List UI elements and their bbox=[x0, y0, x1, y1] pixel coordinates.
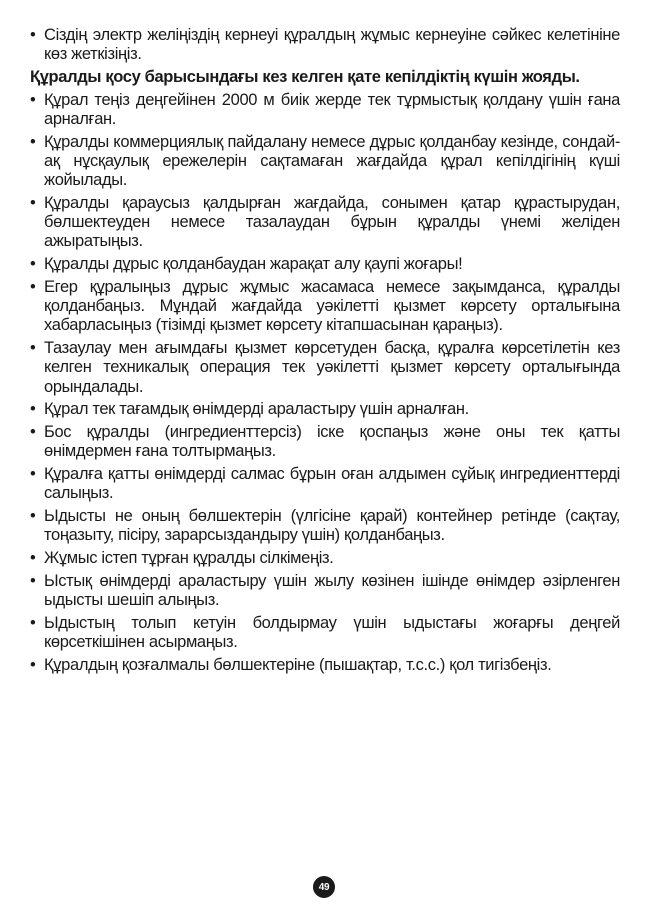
bullet-icon: • bbox=[30, 339, 36, 358]
safety-list bbox=[30, 91, 620, 675]
bullet-icon: • bbox=[30, 423, 36, 442]
list-item bbox=[30, 549, 620, 568]
list-item bbox=[30, 26, 620, 64]
list-item-text: Ыдыстың толып кетуін болдырмау үшін ыдыстағы жоғарғы деңгей көрсеткішінен асырмаңыз. bbox=[44, 614, 620, 652]
list-item bbox=[30, 278, 620, 336]
bullet-icon: • bbox=[30, 465, 36, 484]
bullet-icon: • bbox=[30, 194, 36, 212]
bullet-icon: • bbox=[30, 656, 36, 674]
list-item-text: Құралды қараусыз қалдырған жағдайда, сонымен қатар құрастырудан, бөлшектеуден немесе тазалаудан бұрын құралды үнемі желіден ажыратыңыз. bbox=[44, 194, 620, 251]
bullet-icon: • bbox=[30, 572, 36, 590]
list-item-text: Ыстық өнімдерді араластыру үшін жылу көзінен ішінде өнімдер әзірленген ыдысты шешіп алыңыз. bbox=[44, 572, 620, 610]
list-item-text: Құралға қатты өнімдерді салмас бұрын оған алдымен сұйық ингредиенттерді салыңыз. bbox=[44, 465, 620, 503]
list-item-text: Құрал тек тағамдық өнімдерді араластыру үшін арналған. bbox=[44, 400, 469, 419]
bullet-icon: • bbox=[30, 90, 36, 109]
list-item-text: Тазаулау мен ағымдағы қызмет көрсетуден басқа, құралға көрсетілетін кез келген техникалық операция тек уәкілетті қызмет көрсету орталығында орындалады. bbox=[44, 339, 620, 396]
document-page bbox=[30, 26, 620, 679]
list-item-text: Құрал теңіз деңгейінен 2000 м биік жерде тек тұрмыстық қолдану үшін ғана арналған. bbox=[44, 90, 620, 128]
list-item bbox=[30, 194, 620, 252]
list-item bbox=[30, 91, 620, 129]
page-number-badge: 49 bbox=[313, 876, 335, 898]
list-item bbox=[30, 339, 620, 397]
bullet-icon: • bbox=[30, 278, 36, 296]
list-item-text: Құралдың қозғалмалы бөлшектеріне (пышақтар, т.с.с.) қол тигізбеңіз. bbox=[44, 656, 552, 674]
bullet-icon: • bbox=[30, 26, 36, 44]
list-item bbox=[30, 507, 620, 545]
list-item bbox=[30, 465, 620, 503]
list-item-text: Егер құралыңыз дұрыс жұмыс жасамаса немесе зақымданса, құралды қолданбаңыз. Мұндай жағдайда уәкілетті қызмет көрсету орталығына хабарласыңыз (тізімді қызмет көрсету кітапшасынан қараңыз). bbox=[44, 278, 620, 335]
list-item-text: Сіздің электр желіңіздің кернеуі құралдың жұмыс кернеуіне сәйкес келетініне көз жеткізіңіз. bbox=[44, 26, 620, 64]
list-item bbox=[30, 614, 620, 652]
bullet-icon: • bbox=[30, 549, 36, 568]
list-item bbox=[30, 400, 620, 419]
bullet-icon: • bbox=[30, 400, 36, 419]
list-item bbox=[30, 656, 620, 675]
bullet-icon: • bbox=[30, 132, 36, 151]
list-item-text: Құралды дұрыс қолданбаудан жарақат алу қаупі жоғары! bbox=[44, 255, 463, 274]
list-item bbox=[30, 572, 620, 610]
list-item bbox=[30, 133, 620, 191]
list-item bbox=[30, 255, 620, 274]
bullet-icon: • bbox=[30, 507, 36, 526]
list-item bbox=[30, 423, 620, 461]
list-item-text: Ыдысты не оның бөлшектерін (үлгісіне қарай) контейнер ретінде (сақтау, тоңазыту, пісіру, зарарсыздандыру үшін) қолданбаңыз. bbox=[44, 507, 620, 545]
list-item-text: Жұмыс істеп тұрған құралды сілкімеңіз. bbox=[44, 549, 334, 568]
list-item-text: Құралды коммерциялық пайдалану немесе дұрыс қолданбау кезінде, сондай-ақ нұсқаулық ережелерін сақтамаған жағдайда құрал кепілдігінің күші жойылады. bbox=[44, 132, 620, 190]
list-item-text: Бос құралды (ингредиенттерсіз) іске қоспаңыз және оны тек қатты өнімдермен ғана толтырмаңыз. bbox=[44, 423, 620, 461]
bullet-icon: • bbox=[30, 614, 36, 632]
intro-list bbox=[30, 26, 620, 64]
bullet-icon: • bbox=[30, 255, 36, 274]
section-heading: Құралды қосу барысындағы кез келген қате кепілдіктің күшін жояды. bbox=[30, 68, 580, 86]
